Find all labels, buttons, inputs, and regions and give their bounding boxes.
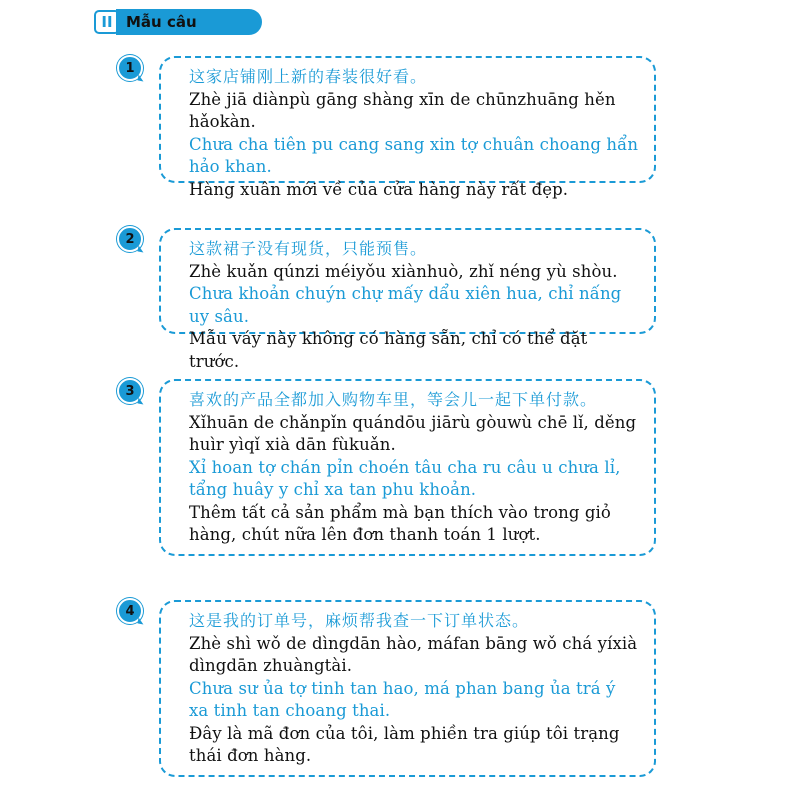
chinese-sentence: 这是我的订单号，麻烦帮我查一下订单状态。	[189, 611, 530, 630]
section-header	[94, 9, 262, 35]
phonetic-line: Xỉ hoan tợ chán pỉn choén tâu cha ru câu u chưa lỉ, tẩng huây y chỉ xa tan phu khoản.	[189, 457, 621, 499]
vietnamese-translation: Đây là mã đơn của tôi, làm phiền tra giúp tôi trạng thái đơn hàng.	[189, 723, 620, 765]
sentence-number-badge: 2	[117, 226, 143, 252]
pinyin-line: Zhè kuǎn qúnzi méiyǒu xiànhuò, zhǐ néng yù shòu.	[189, 261, 618, 281]
pinyin-line: Xǐhuān de chǎnpǐn quándōu jiārù gòuwù chē lǐ, děng huìr yìqǐ xià dān fùkuǎn.	[189, 412, 637, 454]
sentence-number-badge: 4	[117, 598, 143, 624]
section-title: Mẫu câu	[116, 9, 262, 35]
section-number-badge: II	[94, 10, 120, 34]
sentence-card	[159, 379, 656, 556]
chinese-sentence: 这款裙子没有现货，只能预售。	[189, 239, 428, 258]
vietnamese-translation: Mẫu váy này không có hàng sẵn, chỉ có thể đặt trước.	[189, 329, 588, 371]
pinyin-line: Zhè jiā diànpù gāng shàng xīn de chūnzhuāng hěn hǎokàn.	[189, 89, 616, 131]
sentence-card	[159, 56, 656, 199]
pinyin-line: Zhè shì wǒ de dìngdān hào, máfan bāng wǒ chá yíxià dìngdān zhuàngtài.	[189, 633, 638, 675]
sentence-card	[159, 600, 656, 777]
vietnamese-translation: Hàng xuân mới về của cửa hàng này rất đẹp.	[189, 179, 569, 199]
phonetic-line: Chưa cha tiên pu cang sang xin tợ chuân choang hẩn hảo khan.	[189, 134, 639, 176]
phonetic-line: Chưa sư ủa tợ tinh tan hao, má phan bang ủa trá ý xa tinh tan choang thai.	[189, 678, 616, 720]
vietnamese-translation: Thêm tất cả sản phẩm mà bạn thích vào trong giỏ hàng, chút nữa lên đơn thanh toán 1 lượt.	[189, 502, 611, 544]
chinese-sentence: 喜欢的产品全都加入购物车里，等会儿一起下单付款。	[189, 390, 598, 409]
sentence-number-badge: 1	[117, 55, 143, 81]
sentence-card	[159, 228, 656, 371]
phonetic-line: Chưa khoản chuýn chự mấy dẩu xiên hua, chỉ nấng uy sâu.	[189, 284, 622, 326]
sentence-number-badge: 3	[117, 378, 143, 404]
chinese-sentence: 这家店铺刚上新的春装很好看。	[189, 67, 428, 86]
